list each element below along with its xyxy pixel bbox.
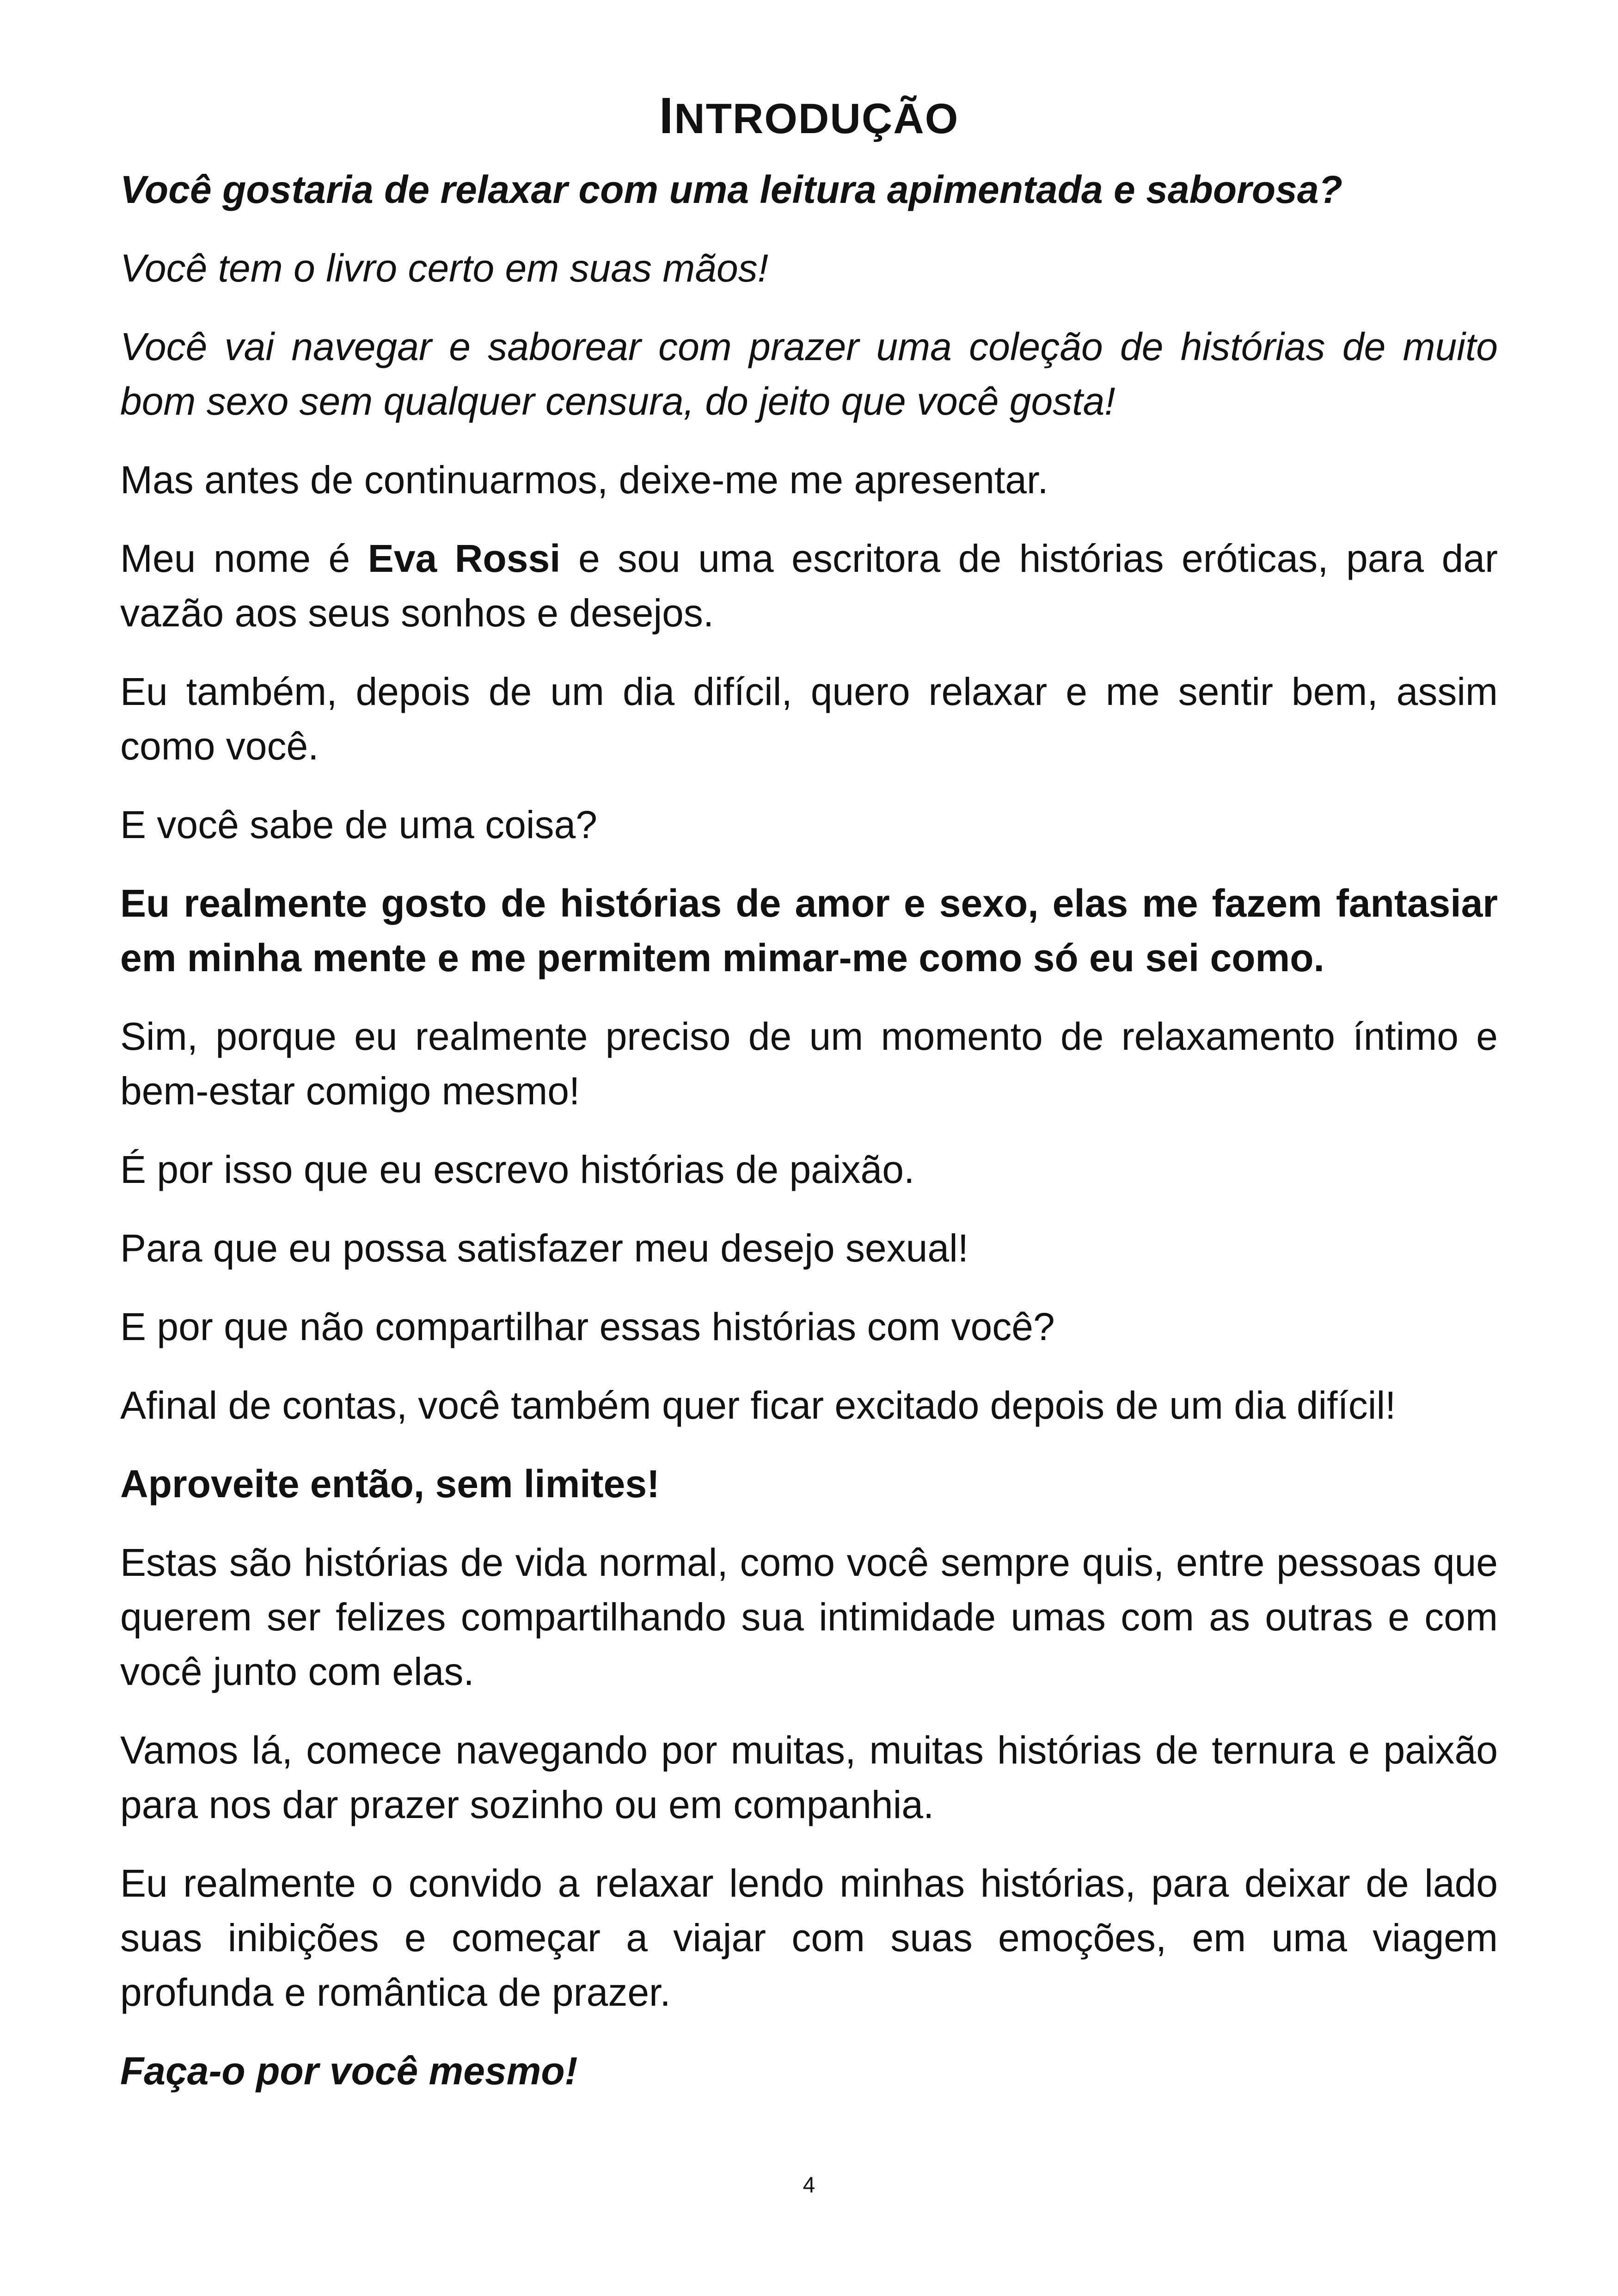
page-content [120,88,1498,2122]
paragraph-5-after: e sou uma escritora de histórias eróticas, para dar vazão aos seus sonhos e desejos. [120,537,1498,635]
paragraph-18: Faça-o por você mesmo! [120,2049,578,2093]
paragraph-15: Estas são histórias de vida normal, como você sempre quis, entre pessoas que querem ser felizes compartilhando sua intimidade umas com as outras e com você junto com elas. [120,1541,1498,1693]
paragraph-9: Sim, porque eu realmente preciso de um momento de relaxamento íntimo e bem-estar comigo mesmo! [120,1015,1498,1113]
paragraph-12: E por que não compartilhar essas histórias com você? [120,1305,1055,1348]
paragraph-7: E você sabe de uma coisa? [120,803,597,846]
paragraph-11: Para que eu possa satisfazer meu desejo sexual! [120,1226,969,1270]
paragraph-14: Aproveite então, sem limites! [120,1462,660,1506]
paragraph-4: Mas antes de continuarmos, deixe-me me apresentar. [120,458,1048,502]
paragraph-13: Afinal de contas, você também quer ficar excitado depois de um dia difícil! [120,1384,1396,1427]
paragraph-3: Você vai navegar e saborear com prazer uma coleção de histórias de muito bom sexo sem qualquer censura, do jeito que você gosta! [120,325,1498,423]
paragraph-16: Vamos lá, comece navegando por muitas, muitas histórias de ternura e paixão para nos dar prazer sozinho ou em companhia. [120,1728,1498,1826]
paragraph-5 [120,531,1498,640]
title-initial: I [659,87,674,144]
paragraph-5-before: Meu nome é [120,537,368,580]
paragraph-8: Eu realmente gosto de histórias de amor e sexo, elas me fazem fantasiar em minha mente e me permitem mimar-me como só eu sei como. [120,882,1498,980]
title-rest: NTRODUÇÃO [674,95,959,142]
paragraph-6: Eu também, depois de um dia difícil, quero relaxar e me sentir bem, assim como você. [120,670,1498,768]
paragraph-17: Eu realmente o convido a relaxar lendo minhas histórias, para deixar de lado suas inibições e começar a viajar com suas emoções, em uma viagem profunda e romântica de prazer. [120,1861,1498,2014]
page-title [120,88,1498,144]
paragraph-2: Você tem o livro certo em suas mãos! [120,246,769,290]
page-number: 4 [803,2173,815,2198]
author-name: Eva Rossi [368,537,561,580]
paragraph-1: Você gostaria de relaxar com uma leitura apimentada e saborosa? [120,168,1342,211]
paragraph-10: É por isso que eu escrevo histórias de paixão. [120,1148,915,1191]
